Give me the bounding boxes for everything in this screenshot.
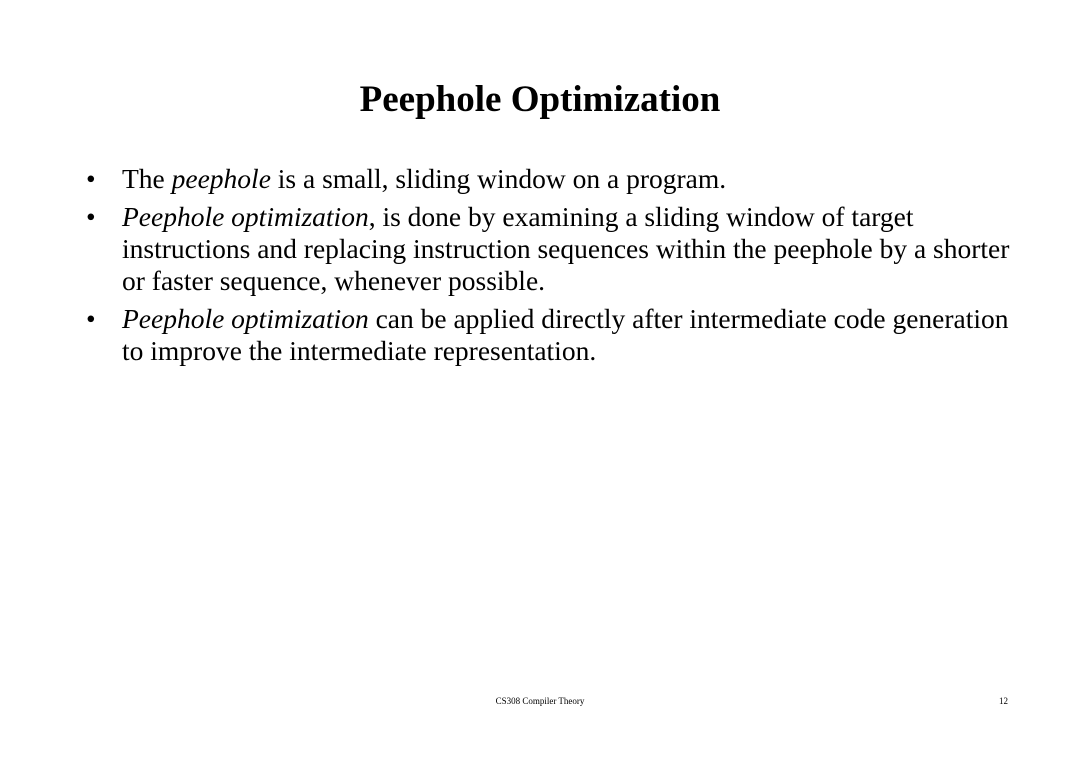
bullet-list: [86, 163, 1026, 373]
bullet-icon: •: [86, 201, 96, 232]
bullet-item: [86, 201, 1026, 297]
page-number: 12: [999, 696, 1008, 706]
bullet-text-italic: Peephole optimization: [122, 201, 369, 232]
bullet-text-plain: is a small, sliding window on a program.: [270, 163, 727, 194]
footer-course: CS308 Compiler Theory: [495, 696, 585, 706]
bullet-item: [86, 303, 1026, 367]
bullet-icon: •: [86, 303, 96, 334]
bullet-text-plain: , is done by examining a sliding window of target instructions and replacing instruction sequences within the peephole by a shorter or faster sequence, whenever possible.: [122, 201, 1010, 296]
bullet-text-plain: The: [122, 163, 172, 194]
bullet-item: [86, 163, 1026, 195]
slide-title: Peephole Optimization: [359, 79, 721, 120]
bullet-text-italic: Peephole optimization: [122, 303, 369, 334]
bullet-text-italic: peephole: [171, 163, 271, 194]
bullet-icon: •: [86, 163, 96, 194]
bullet-text-plain: can be applied directly after intermediate code generation to improve the intermediate representation.: [122, 303, 1009, 366]
